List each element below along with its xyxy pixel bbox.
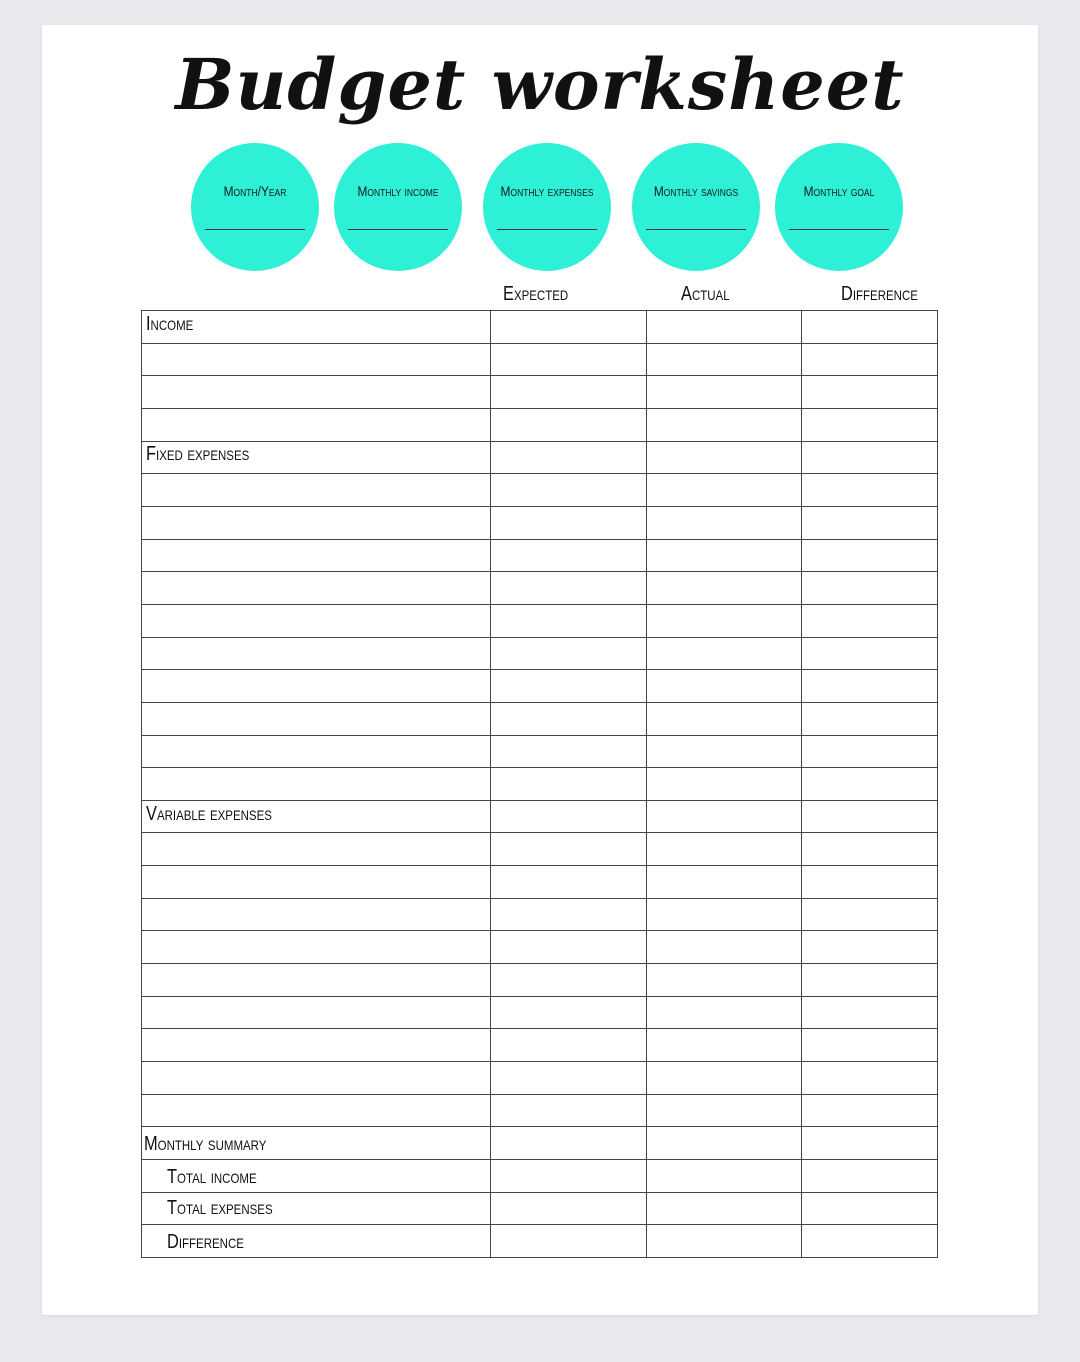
- table-row-line: [141, 832, 938, 833]
- monthly-income-circle: [334, 143, 462, 271]
- column-header-expected: Expected: [503, 283, 569, 305]
- table-row-line: [141, 375, 938, 376]
- monthly-income-fill-line[interactable]: [348, 229, 448, 230]
- table-row-line: [141, 669, 938, 670]
- table-row-line: [141, 408, 938, 409]
- table-row-line: [141, 310, 938, 311]
- table-row-line: [141, 441, 938, 442]
- table-row-line: [141, 343, 938, 344]
- table-row-line: [141, 735, 938, 736]
- table-row-line: [141, 1192, 938, 1193]
- summary-difference: Difference: [167, 1231, 244, 1253]
- table-row-line: [141, 604, 938, 605]
- column-header-actual: Actual: [681, 283, 730, 305]
- monthly-expenses-label: Monthly expenses: [500, 183, 594, 199]
- table-row-line: [141, 539, 938, 540]
- monthly-goal-label: Monthly goal: [803, 183, 875, 199]
- table-row-line: [141, 767, 938, 768]
- table-border-right: [937, 310, 938, 1258]
- section-income: Income: [146, 313, 194, 335]
- table-row-line: [141, 865, 938, 866]
- table-row-line: [141, 1094, 938, 1095]
- column-header-difference: Difference: [841, 283, 918, 305]
- column-divider-actual: [646, 310, 647, 1258]
- table-row-line: [141, 800, 938, 801]
- column-divider-difference: [801, 310, 802, 1258]
- table-row-line: [141, 898, 938, 899]
- monthly-savings-fill-line[interactable]: [646, 229, 746, 230]
- monthly-savings-circle: [632, 143, 760, 271]
- summary-total-income: Total income: [167, 1166, 257, 1188]
- monthly-income-label: Monthly income: [357, 183, 439, 199]
- table-row-line: [141, 1159, 938, 1160]
- budget-table: [141, 310, 938, 1258]
- month-year-circle: [191, 143, 319, 271]
- monthly-goal-fill-line[interactable]: [789, 229, 889, 230]
- table-row-line: [141, 506, 938, 507]
- table-row-line: [141, 963, 938, 964]
- table-row-line: [141, 930, 938, 931]
- month-year-fill-line[interactable]: [205, 229, 305, 230]
- table-row-line: [141, 1224, 938, 1225]
- section-monthly-summary: Monthly summary: [144, 1133, 267, 1155]
- table-row-line: [141, 637, 938, 638]
- table-row-line: [141, 1061, 938, 1062]
- table-row-line: [141, 1028, 938, 1029]
- page-title: Budget worksheet: [175, 43, 905, 126]
- monthly-goal-circle: [775, 143, 903, 271]
- column-divider-expected: [490, 310, 491, 1258]
- table-row-line: [141, 996, 938, 997]
- table-border-left: [141, 310, 142, 1258]
- table-row-line: [141, 1257, 938, 1258]
- table-row-line: [141, 1126, 938, 1127]
- section-variable-expenses: Variable expenses: [146, 803, 272, 825]
- table-row-line: [141, 473, 938, 474]
- monthly-expenses-fill-line[interactable]: [497, 229, 597, 230]
- table-row-line: [141, 702, 938, 703]
- monthly-expenses-circle: [483, 143, 611, 271]
- summary-total-expenses: Total expenses: [167, 1197, 273, 1219]
- monthly-savings-label: Monthly savings: [653, 183, 739, 199]
- table-row-line: [141, 571, 938, 572]
- month-year-label: Month/Year: [223, 183, 287, 199]
- section-fixed-expenses: Fixed expenses: [146, 443, 250, 465]
